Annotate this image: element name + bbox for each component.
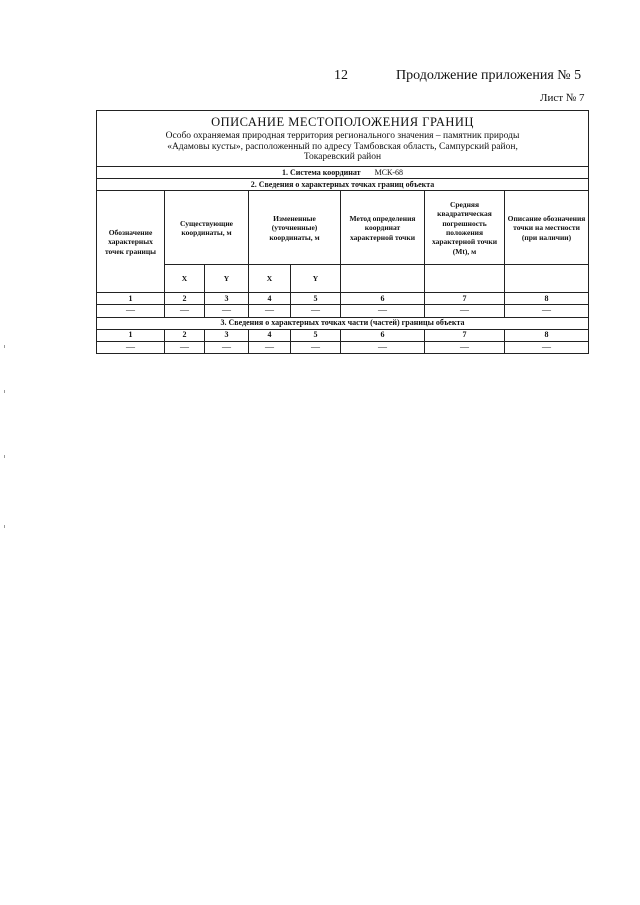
col-number: 5 [291,293,341,305]
appendix-label: Продолжение приложения № 5 [396,68,582,83]
scan-margin-mark [4,455,5,458]
col-number: 4 [249,293,291,305]
col-number: 8 [505,293,589,305]
table-header-row [97,111,589,167]
dash-cell: — [341,341,425,353]
section-3-label: 3. Сведения о характерных точках части (частей) границы объекта [97,317,589,329]
scan-margin-mark [4,390,5,393]
section-2-label: 2. Сведения о характерных точках границ объекта [97,179,589,191]
column-numbers-row [97,293,589,305]
table-subtitle-line-3: Токаревский район [303,152,382,163]
axis-row [97,265,589,293]
dash-cell: — [505,341,589,353]
col-number: 7 [425,329,505,341]
table-row [97,305,589,317]
coordinate-system-row [97,167,589,179]
section-3-row [97,317,589,329]
dash-cell: — [97,341,165,353]
col-number: 6 [341,329,425,341]
coordinate-system-label: 1. Система координат [281,167,361,177]
axis-x-refined: X [249,265,291,293]
dash-cell: — [505,305,589,317]
scan-margin-mark [4,345,5,348]
axis-y-existing: Y [205,265,249,293]
col-number: 6 [341,293,425,305]
axis-x-existing: X [165,265,205,293]
col-number: 5 [291,329,341,341]
col-head-method: Метод определения координат характерной точки [341,191,425,265]
col-number: 3 [205,329,249,341]
scan-margin-mark [4,525,5,528]
table-header [97,111,589,167]
dash-cell: — [291,305,341,317]
col-number: 3 [205,293,249,305]
dash-cell: — [341,305,425,317]
dash-cell: — [97,305,165,317]
axis-empty-description [505,265,589,293]
dash-cell: — [425,341,505,353]
col-number: 2 [165,293,205,305]
dash-cell: — [205,305,249,317]
dash-cell: — [291,341,341,353]
axis-empty-error [425,265,505,293]
col-number: 4 [249,329,291,341]
col-head-existing: Существующие координаты, м [165,191,249,265]
coordinate-system-value: МСК-68 [374,167,404,177]
dash-cell: — [249,341,291,353]
table-subtitle-line-1: Особо охраняемая природная территория регионального значения – памятник природы [165,130,520,141]
dash-cell: — [249,305,291,317]
sheet-number: Лист № 7 [540,92,585,104]
boundary-table [96,110,589,354]
col-number: 8 [505,329,589,341]
dash-cell: — [165,341,205,353]
coordinate-system-cell [97,167,589,179]
column-header-row [97,191,589,265]
col-number: 1 [97,293,165,305]
dash-cell: — [425,305,505,317]
section-2-row [97,179,589,191]
column-numbers-row-2 [97,329,589,341]
col-number: 7 [425,293,505,305]
dash-cell: — [205,341,249,353]
table-title: ОПИСАНИЕ МЕСТОПОЛОЖЕНИЯ ГРАНИЦ [211,115,474,129]
axis-y-refined: Y [291,265,341,293]
table-subtitle-line-2: «Адамовы кусты», расположенный по адресу Тамбовская область, Сампурский район, [167,141,518,152]
axis-empty-method [341,265,425,293]
table-row [97,341,589,353]
col-head-description: Описание обозначения точки на местности (при наличии) [505,191,589,265]
dash-cell: — [165,305,205,317]
col-head-error: Средняя квадратическая погрешность положения характерной точки (Mt), м [425,191,505,265]
col-number: 2 [165,329,205,341]
page-number: 12 [334,68,348,83]
col-head-refined: Измененные (уточненные) координаты, м [249,191,341,265]
col-head-point: Обозначение характерных точек границы [97,191,165,293]
col-number: 1 [97,329,165,341]
